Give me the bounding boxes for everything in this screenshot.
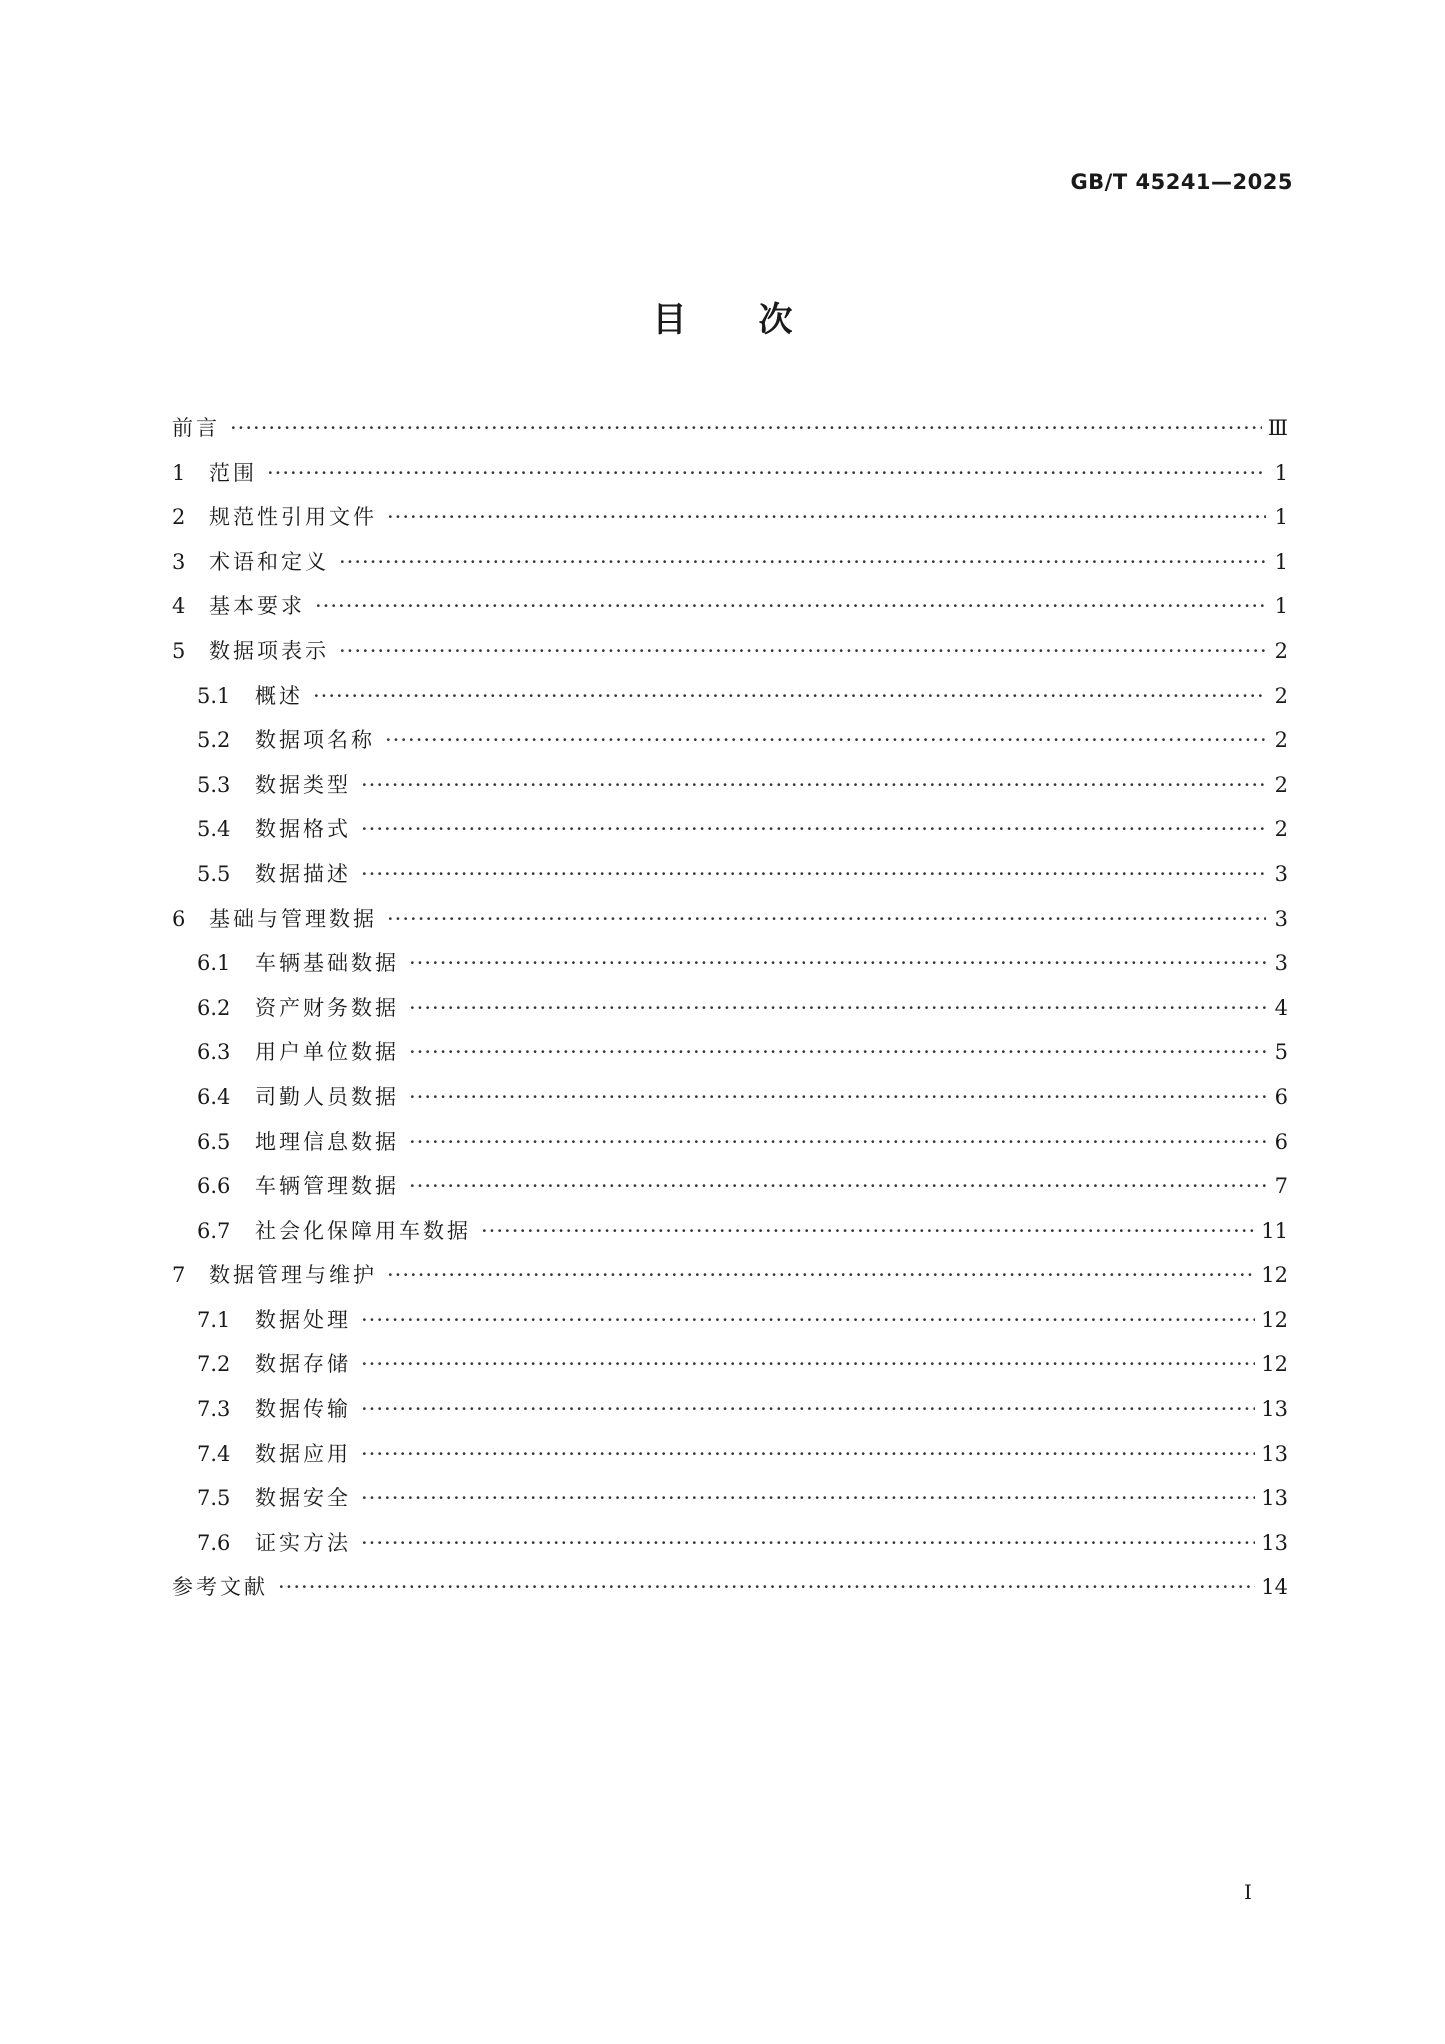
- toc-entry-label: 车辆管理数据: [255, 1174, 399, 1199]
- toc-entry-page: 12: [1261, 1307, 1288, 1332]
- toc-entry[interactable]: [172, 1305, 1288, 1350]
- toc-entry-number: 1: [172, 460, 186, 485]
- toc-entry-label: 数据项名称: [255, 728, 375, 753]
- toc-entry[interactable]: [172, 993, 1288, 1038]
- toc-entry[interactable]: [172, 413, 1288, 458]
- page-number: I: [1244, 1880, 1252, 1904]
- toc-entry[interactable]: [172, 1171, 1288, 1216]
- toc-entry-label: 范围: [209, 460, 257, 485]
- dot-leader: [409, 1082, 1266, 1112]
- toc-entry-label: 数据安全: [255, 1486, 351, 1511]
- toc-entry-page: 1: [1274, 505, 1288, 530]
- table-of-contents: [172, 413, 1288, 1617]
- toc-entry-number: 3: [172, 549, 186, 574]
- toc-entry-page: 5: [1274, 1040, 1288, 1065]
- toc-entry-label: 数据存储: [255, 1352, 351, 1377]
- toc-entry-number: 6.1: [197, 951, 231, 976]
- toc-entry-page: 7: [1274, 1174, 1288, 1199]
- dot-leader: [481, 1216, 1255, 1246]
- toc-entry[interactable]: [172, 458, 1288, 503]
- dot-leader: [313, 681, 1266, 711]
- toc-entry-page: 1: [1274, 549, 1288, 574]
- toc-entry-page: 13: [1261, 1530, 1288, 1555]
- toc-entry-number: 7.3: [197, 1397, 231, 1422]
- toc-entry-label: 规范性引用文件: [209, 505, 377, 530]
- toc-entry-page: 12: [1261, 1263, 1288, 1288]
- dot-leader: [387, 1260, 1255, 1290]
- toc-entry-number: 7: [172, 1263, 186, 1288]
- toc-entry-number: 7.4: [197, 1441, 231, 1466]
- toc-entry-page: 3: [1274, 951, 1288, 976]
- toc-entry-label: 基础与管理数据: [209, 906, 377, 931]
- toc-entry[interactable]: [172, 904, 1288, 949]
- toc-entry-label: 基本要求: [209, 594, 305, 619]
- toc-entry-number: 7.1: [197, 1307, 231, 1332]
- toc-entry-label: 资产财务数据: [255, 995, 399, 1020]
- toc-entry-label: 前言: [172, 416, 220, 440]
- toc-entry[interactable]: [172, 770, 1288, 815]
- dot-leader: [409, 993, 1266, 1023]
- dot-leader: [361, 1528, 1255, 1558]
- toc-entry-page: 13: [1261, 1397, 1288, 1422]
- toc-entry[interactable]: [172, 547, 1288, 592]
- toc-entry-number: 4: [172, 594, 186, 619]
- dot-leader: [339, 636, 1266, 666]
- toc-entry-page: 6: [1274, 1084, 1288, 1109]
- toc-entry-number: 5.4: [197, 817, 231, 842]
- toc-entry-label: 地理信息数据: [255, 1129, 399, 1154]
- toc-entry[interactable]: [172, 948, 1288, 993]
- toc-entry-page: 13: [1261, 1441, 1288, 1466]
- toc-entry[interactable]: [172, 502, 1288, 547]
- dot-leader: [409, 948, 1266, 978]
- toc-entry-number: 6.4: [197, 1084, 231, 1109]
- toc-entry-number: 6.2: [197, 995, 231, 1020]
- toc-entry-label: 术语和定义: [209, 549, 329, 574]
- toc-entry-page: 3: [1274, 861, 1288, 886]
- toc-entry-number: 6.6: [197, 1174, 231, 1199]
- dot-leader: [339, 547, 1266, 577]
- toc-entry[interactable]: [172, 1528, 1288, 1573]
- dot-leader: [361, 1394, 1255, 1424]
- toc-entry[interactable]: [172, 1082, 1288, 1127]
- toc-entry[interactable]: [172, 591, 1288, 636]
- toc-entry-label: 数据处理: [255, 1307, 351, 1332]
- toc-entry-page: 1: [1274, 460, 1288, 485]
- toc-entry-number: 5: [172, 638, 186, 663]
- dot-leader: [230, 413, 1262, 443]
- toc-entry-page: Ⅲ: [1267, 416, 1288, 440]
- toc-entry-label: 证实方法: [255, 1530, 351, 1555]
- dot-leader: [409, 1171, 1266, 1201]
- toc-entry-label: 用户单位数据: [255, 1040, 399, 1065]
- toc-entry[interactable]: [172, 1037, 1288, 1082]
- toc-entry-label: 数据管理与维护: [209, 1263, 377, 1288]
- toc-entry[interactable]: [172, 1127, 1288, 1172]
- dot-leader: [361, 770, 1266, 800]
- toc-entry-page: 4: [1274, 995, 1288, 1020]
- toc-entry-page: 12: [1261, 1352, 1288, 1377]
- toc-entry-label: 数据描述: [255, 861, 351, 886]
- page-title-char-2: 次: [758, 300, 793, 340]
- dot-leader: [409, 1037, 1266, 1067]
- dot-leader: [278, 1572, 1255, 1602]
- toc-entry-label: 概述: [255, 683, 303, 708]
- toc-entry-page: 2: [1274, 638, 1288, 663]
- toc-entry-page: 1: [1274, 594, 1288, 619]
- toc-entry-number: 6.5: [197, 1129, 231, 1154]
- dot-leader: [267, 458, 1266, 488]
- toc-entry-number: 5.3: [197, 772, 231, 797]
- toc-entry-number: 7.5: [197, 1486, 231, 1511]
- toc-entry[interactable]: [172, 814, 1288, 859]
- toc-entry-page: 2: [1274, 772, 1288, 797]
- toc-entry-number: 2: [172, 505, 186, 530]
- toc-entry[interactable]: [172, 1439, 1288, 1484]
- toc-entry[interactable]: [172, 859, 1288, 904]
- standard-code: GB/T 45241—2025: [1070, 170, 1293, 194]
- toc-entry-number: 5.5: [197, 861, 231, 886]
- toc-entry-number: 6.3: [197, 1040, 231, 1065]
- page-title: [0, 292, 1445, 341]
- toc-entry-label: 参考文献: [172, 1575, 268, 1600]
- dot-leader: [385, 725, 1266, 755]
- toc-entry-page: 3: [1274, 906, 1288, 931]
- toc-entry[interactable]: [172, 636, 1288, 681]
- toc-entry[interactable]: [172, 1394, 1288, 1439]
- toc-entry-number: 7.6: [197, 1530, 231, 1555]
- toc-entry-label: 司勤人员数据: [255, 1084, 399, 1109]
- dot-leader: [315, 591, 1266, 621]
- toc-entry[interactable]: [172, 1483, 1288, 1528]
- toc-entry-label: 数据格式: [255, 817, 351, 842]
- toc-entry-label: 数据传输: [255, 1397, 351, 1422]
- toc-entry-page: 2: [1274, 817, 1288, 842]
- toc-entry-page: 11: [1261, 1218, 1288, 1243]
- toc-entry-number: 6: [172, 906, 186, 931]
- dot-leader: [387, 502, 1266, 532]
- toc-entry-number: 7.2: [197, 1352, 231, 1377]
- toc-entry-label: 数据项表示: [209, 638, 329, 663]
- toc-entry-label: 数据类型: [255, 772, 351, 797]
- toc-entry[interactable]: [172, 1260, 1288, 1305]
- dot-leader: [361, 859, 1266, 889]
- toc-entry-label: 社会化保障用车数据: [255, 1218, 471, 1243]
- toc-entry[interactable]: [172, 725, 1288, 770]
- toc-entry-label: 车辆基础数据: [255, 951, 399, 976]
- toc-entry-label: 数据应用: [255, 1441, 351, 1466]
- dot-leader: [361, 1483, 1255, 1513]
- toc-entry-page: 2: [1274, 728, 1288, 753]
- dot-leader: [361, 1349, 1255, 1379]
- toc-entry-page: 2: [1274, 683, 1288, 708]
- dot-leader: [387, 904, 1266, 934]
- dot-leader: [361, 1439, 1255, 1469]
- dot-leader: [361, 1305, 1255, 1335]
- toc-entry-page: 6: [1274, 1129, 1288, 1154]
- toc-entry-number: 5.2: [197, 728, 231, 753]
- toc-entry[interactable]: [172, 1216, 1288, 1261]
- toc-entry-number: 6.7: [197, 1218, 231, 1243]
- page-title-char-1: 目: [652, 300, 687, 340]
- toc-entry[interactable]: [172, 681, 1288, 726]
- toc-entry-number: 5.1: [197, 683, 231, 708]
- toc-entry-page: 14: [1261, 1575, 1288, 1600]
- dot-leader: [409, 1127, 1266, 1157]
- dot-leader: [361, 814, 1266, 844]
- toc-entry[interactable]: [172, 1349, 1288, 1394]
- toc-entry[interactable]: [172, 1572, 1288, 1617]
- toc-entry-page: 13: [1261, 1486, 1288, 1511]
